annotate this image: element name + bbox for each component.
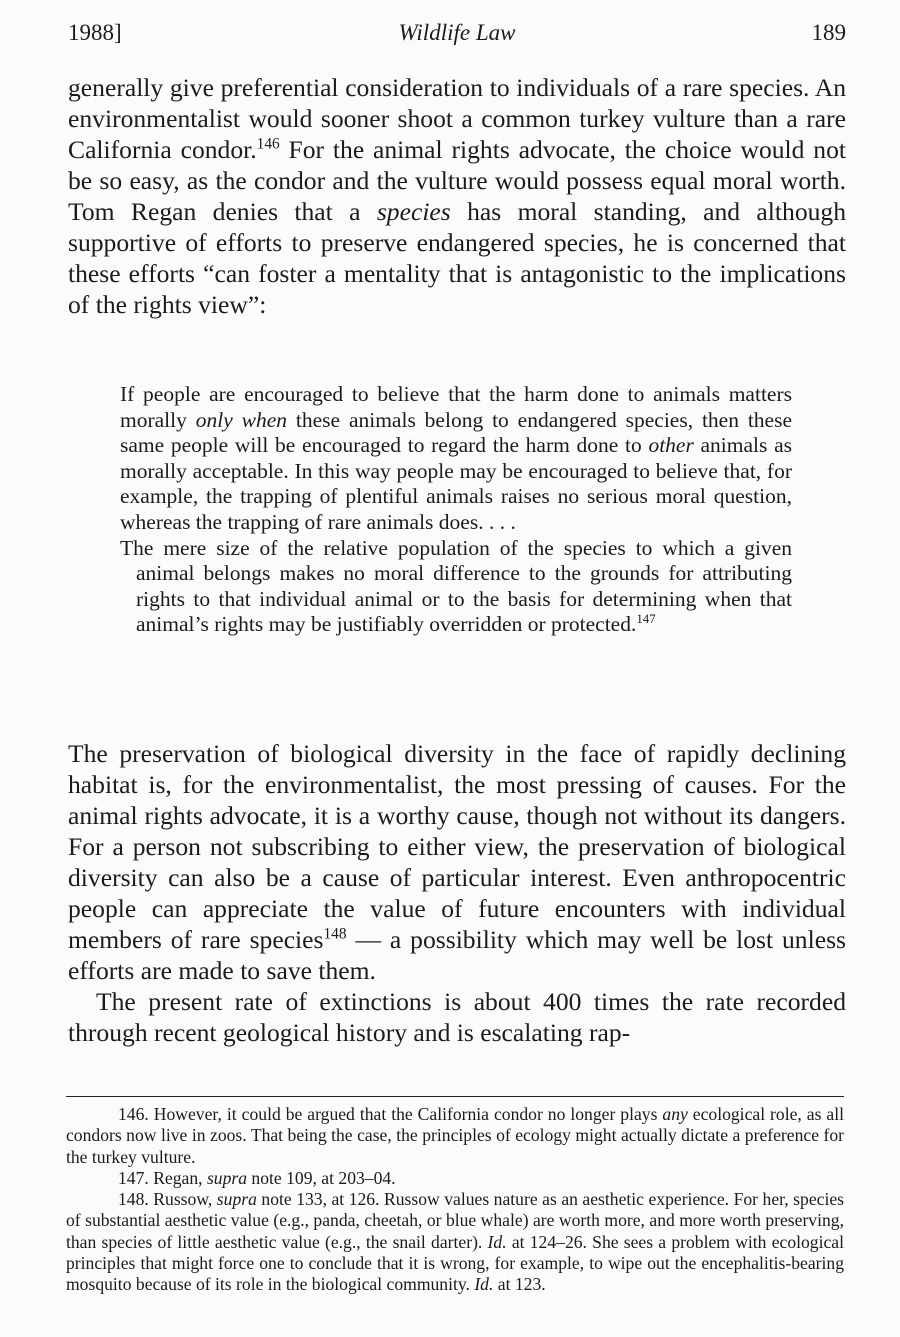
footnotes: [66, 1104, 844, 1296]
footnote-148-text-a: 148. Russow,: [118, 1189, 217, 1210]
block-quote: [120, 382, 792, 638]
italic-supra: supra: [216, 1189, 257, 1210]
footnote-147-text-b: note 109, at 203–04.: [247, 1167, 396, 1188]
paragraph-1-text-c: has moral standing, and although supportive of efforts to preserve endangered species, he is concerned that these efforts “can foster a mentality that is antagonistic to the implications of the rights view”:: [68, 197, 847, 319]
header-title: Wildlife Law: [398, 20, 516, 45]
running-head: [68, 18, 846, 48]
header-year: 1988]: [68, 20, 122, 45]
footnote-146: [66, 1104, 844, 1168]
footnote-148-text-c: at 124–26. She sees a problem with ecological principles that might force one to conclude that it is wrong, for example, to wipe out the encephalitis-bearing mosquito because of its role in the biological community.: [66, 1231, 844, 1295]
italic-supra: supra: [206, 1167, 248, 1188]
footnote-148-text-d: at 123.: [493, 1274, 546, 1295]
quote-text-d: The mere size of the relative population of the species to which a given animal belongs makes no moral difference to the grounds for attributing rights to that individual animal or to the basis for determining when that animal’s rights may be justifiably overridden or protected.: [120, 535, 792, 637]
paragraph-2-text-b: — a possibility which may well be lost unless efforts are made to save them.: [68, 925, 846, 985]
page-number: 189: [811, 20, 846, 45]
quote-text-b: these animals belong to endangered species, then these same people will be encouraged to regard the harm done to: [120, 407, 793, 458]
italic-any: any: [662, 1104, 688, 1124]
footnote-ref-146: 146: [256, 135, 280, 153]
footnote-148-text-b: note 133, at 126. Russow values nature as an aesthetic experience. For her, species of substantial aesthetic value (e.g., panda, cheetah, or blue whale) are worth more, and more worth preserving, than species of little aesthetic value (e.g., the snail darter).: [66, 1189, 844, 1252]
italic-id: Id.: [474, 1274, 494, 1295]
paragraph-1-text-b: For the animal rights advocate, the choice would not be so easy, as the condor and the vulture would possess equal moral worth. Tom Regan denies that a: [68, 135, 846, 226]
quote-text-a: If people are encouraged to believe that the harm done to animals matters morally: [120, 382, 792, 432]
italic-species: species: [376, 197, 451, 226]
italic-other: other: [648, 433, 694, 458]
footnote-146-text-b: ecological role, as all condors now live in zoos. That being the case, the principles of ecology might actually dictate a preference for the turkey vulture.: [66, 1104, 844, 1167]
footnote-147: [66, 1168, 844, 1189]
footnote-148: [66, 1189, 844, 1295]
footnote-147-text-a: 147. Regan,: [118, 1167, 207, 1188]
footnote-ref-147: 147: [636, 612, 656, 627]
italic-id: Id.: [487, 1231, 507, 1252]
quote-text-c: animals as morally acceptable. In this way people may be encouraged to believe that, for example, the trapping of plentiful animals raises no serious moral question, whereas the trapping of rare animals does. . . .: [120, 433, 792, 534]
paragraph-1: [68, 72, 846, 320]
footnote-divider: [66, 1096, 844, 1097]
paragraph-3-text: The present rate of extinctions is about 400 times the rate recorded through recent geological history and is escalating rap-: [68, 987, 846, 1047]
italic-only-when: only when: [195, 407, 288, 432]
paragraph-1-text-a: generally give preferential consideration to individuals of a rare species. An environmentalist would sooner shoot a common turkey vulture than a rare California condor.: [68, 73, 846, 164]
paragraph-2: [68, 738, 846, 1048]
footnote-ref-148: 148: [323, 925, 347, 943]
footnote-146-text-a: 146. However, it could be argued that the California condor no longer plays: [118, 1104, 663, 1124]
paragraph-2-text-a: The preservation of biological diversity in the face of rapidly declining habitat is, for the environmentalist, the most pressing of causes. For the animal rights advocate, it is a worthy cause, though not without its dangers. For a person not subscribing to either view, the preservation of biological diversity can also be a cause of particular interest. Even anthropocentric people can appreciate the value of future encounters with individual members of rare species: [68, 739, 846, 954]
